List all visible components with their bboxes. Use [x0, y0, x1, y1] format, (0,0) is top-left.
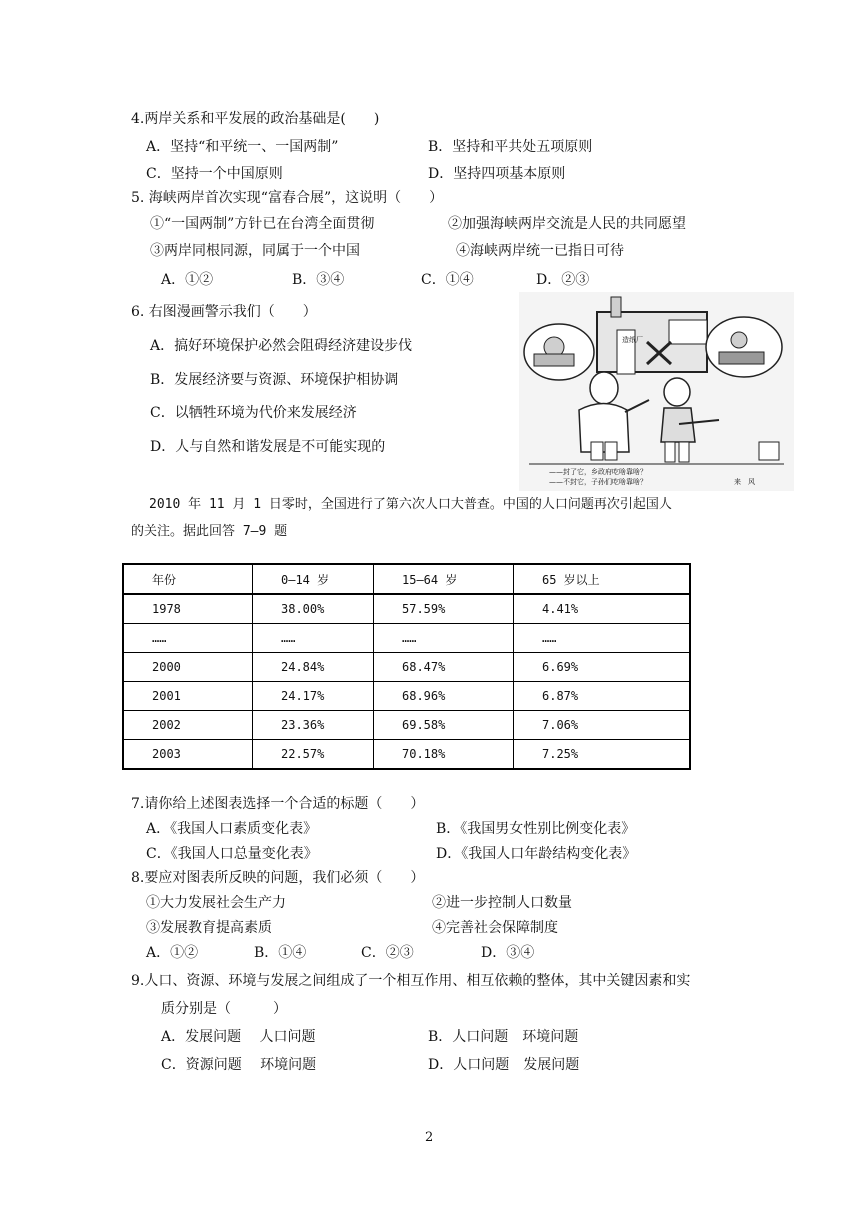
table-header-cell: 0—14 岁 [253, 564, 374, 594]
question-9-option-b: B．人口问题 环境问题 [428, 1029, 579, 1045]
question-9-option-c: C．资源问题 环境问题 [161, 1057, 317, 1073]
question-5-option-b: B．③④ [292, 272, 345, 288]
question-4-option-c: C．坚持一个中国原则 [146, 166, 283, 182]
table-cell: …… [123, 624, 253, 653]
question-8-option-a: A．①② [146, 945, 199, 961]
table-cell: …… [374, 624, 514, 653]
table-cell: 6.87% [514, 682, 691, 711]
question-5-stem: 5. 海峡两岸首次实现“富春合展”，这说明（ ） [131, 190, 444, 206]
question-6-stem: 6. 右图漫画警示我们（ ） [131, 304, 317, 320]
table-header-cell: 年份 [123, 564, 253, 594]
question-5-option-d: D．②③ [536, 272, 590, 288]
table-row [123, 653, 690, 682]
table-cell: 1978 [123, 594, 253, 624]
table-header-row [123, 564, 690, 594]
table-cell: 38.00% [253, 594, 374, 624]
question-4-option-a: A．坚持“和平统一、一国两制” [146, 139, 339, 155]
table-cell: 7.25% [514, 740, 691, 770]
table-row [123, 594, 690, 624]
population-age-table [122, 563, 691, 770]
question-8-statement-4: ④完善社会保障制度 [432, 920, 558, 936]
table-cell: 2003 [123, 740, 253, 770]
question-8-option-b: B．①④ [254, 945, 307, 961]
table-cell: 22.57% [253, 740, 374, 770]
question-8-statement-3: ③发展教育提高素质 [146, 920, 272, 936]
question-8-option-d: D．③④ [481, 945, 535, 961]
question-8-statement-1: ①大力发展社会生产力 [146, 895, 286, 911]
question-4-option-b: B．坚持和平共处五项原则 [428, 139, 593, 155]
table-cell: 70.18% [374, 740, 514, 770]
question-9-stem-line-2: 质分别是（ ） [161, 1001, 287, 1017]
factory-sign: 造纸厂 [622, 336, 643, 344]
environment-cartoon [519, 292, 794, 491]
cartoon-author: 来 风 [734, 478, 755, 486]
question-5-option-c: C．①④ [421, 272, 474, 288]
table-cell: 23.36% [253, 711, 374, 740]
table-row [123, 624, 690, 653]
table-cell: 68.96% [374, 682, 514, 711]
table-cell: 69.58% [374, 711, 514, 740]
table-cell: 24.17% [253, 682, 374, 711]
question-7-option-b: B．《我国男女性别比例变化表》 [436, 821, 636, 837]
question-9-stem-line-1: 9.人口、资源、环境与发展之间组成了一个相互作用、相互依赖的整体，其中关键因素和实 [131, 973, 691, 989]
question-6-option-a: A．搞好环境保护必然会阻碍经济建设步伐 [150, 338, 413, 354]
intro-line-2: 的关注。据此回答 7—9 题 [131, 524, 288, 539]
question-6-option-c: C．以牺牲环境为代价来发展经济 [150, 405, 357, 421]
cartoon-drawing [519, 292, 794, 491]
table-cell: 2000 [123, 653, 253, 682]
question-4-option-d: D．坚持四项基本原则 [428, 166, 566, 182]
table-header-cell: 65 岁以上 [514, 564, 691, 594]
table-cell: …… [514, 624, 691, 653]
table-cell: 6.69% [514, 653, 691, 682]
cartoon-caption-1: ——封了它，乡政府吃啥靠啥？ [549, 468, 647, 476]
question-7-option-c: C．《我国人口总量变化表》 [146, 846, 318, 862]
question-5-statement-3: ③两岸同根同源，同属于一个中国 [150, 243, 360, 259]
page-number: 2 [425, 1130, 434, 1145]
question-5-statement-1: ①“一国两制”方针已在台湾全面贯彻 [150, 216, 375, 232]
table-header-cell: 15—64 岁 [374, 564, 514, 594]
question-6-option-b: B．发展经济要与资源、环境保护相协调 [150, 372, 399, 388]
table-cell: 57.59% [374, 594, 514, 624]
question-5-statement-4: ④海峡两岸统一已指日可待 [456, 243, 624, 259]
table-row [123, 740, 690, 770]
question-8-statement-2: ②进一步控制人口数量 [432, 895, 572, 911]
question-9-option-a: A．发展问题 人口问题 [161, 1029, 316, 1045]
artist-seal-icon [759, 442, 779, 460]
table-cell: 24.84% [253, 653, 374, 682]
table-row [123, 711, 690, 740]
question-7-stem: 7.请你给上述图表选择一个合适的标题（ ） [131, 796, 425, 812]
table-cell: …… [253, 624, 374, 653]
table-cell: 7.06% [514, 711, 691, 740]
question-9-option-d: D．人口问题 发展问题 [428, 1057, 580, 1073]
question-6-option-d: D．人与自然和谐发展是不可能实现的 [150, 439, 386, 455]
question-7-option-d: D．《我国人口年龄结构变化表》 [436, 846, 637, 862]
question-8-stem: 8.要应对图表所反映的问题，我们必须（ ） [131, 870, 425, 886]
table-cell: 2002 [123, 711, 253, 740]
question-8-option-c: C．②③ [361, 945, 414, 961]
question-5-option-a: A．①② [161, 272, 214, 288]
question-4-stem: 4.两岸关系和平发展的政治基础是( ) [131, 111, 380, 127]
question-5-statement-2: ②加强海峡两岸交流是人民的共同愿望 [448, 216, 686, 232]
cartoon-caption-2: ——不封它，子孙们吃啥靠啥？ [549, 478, 647, 486]
question-7-option-a: A．《我国人口素质变化表》 [146, 821, 318, 837]
table-cell: 4.41% [514, 594, 691, 624]
table-cell: 68.47% [374, 653, 514, 682]
intro-line-1: 2010 年 11 月 1 日零时，全国进行了第六次人口大普查。中国的人口问题再次引起国人 [149, 497, 672, 512]
table-cell: 2001 [123, 682, 253, 711]
table-row [123, 682, 690, 711]
